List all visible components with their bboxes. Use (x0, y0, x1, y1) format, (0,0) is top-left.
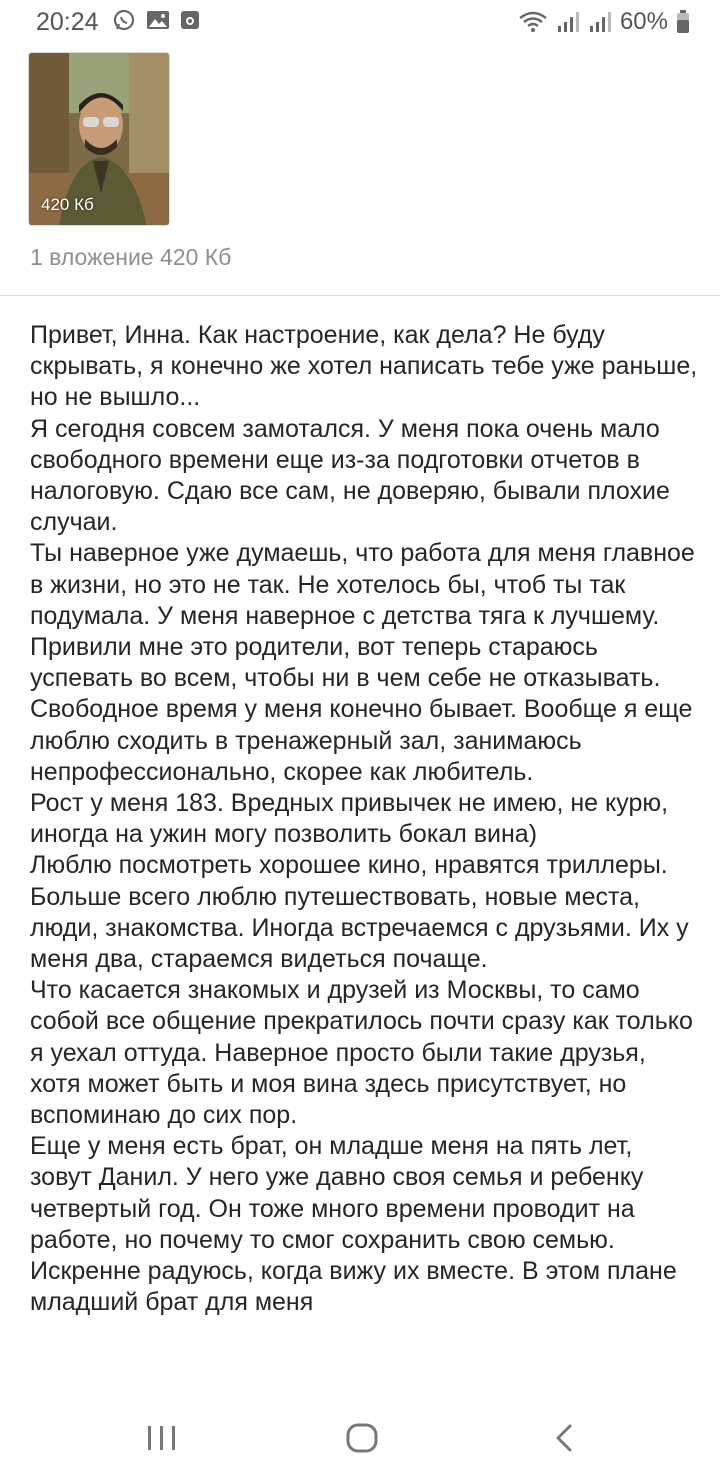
message-paragraph: Свободное время у меня конечно бывает. Вообще я еще люблю сходить в тренажерный зал, занимаюсь непрофессионально, скорее как любитель. (30, 695, 693, 786)
divider (0, 295, 720, 296)
back-icon[interactable] (546, 1418, 586, 1458)
battery-icon (676, 10, 690, 34)
status-bar (0, 0, 720, 44)
message-paragraph: Рост у меня 183. Вредных привычек не имею, не курю, иногда на ужин могу позволить бокал вина) (30, 789, 669, 849)
thumbnail-file-size: 420 Кб (41, 195, 94, 214)
navigation-bar (0, 1396, 720, 1480)
status-time: 20:24 (36, 8, 99, 36)
wifi-icon (518, 10, 548, 34)
home-icon[interactable] (342, 1418, 382, 1458)
message-paragraph: Что касается знакомых и друзей из Москвы, то само собой все общение прекратилось почти сразу как только я уехал оттуда. Наверное просто были такие друзья, хотя может быть и моя вина здесь присутствует, но вспоминаю до сих пор. (30, 976, 693, 1130)
camera-icon (180, 9, 200, 31)
gallery-icon (146, 9, 170, 31)
attachment-thumbnail[interactable] (28, 52, 170, 226)
message-paragraph: Ты наверное уже думаешь, что работа для меня главное в жизни, но это не так. Не хотелось бы, чтоб ты так подумала. У меня наверное с детства тяга к лучшему. Привили мне это родители, вот теперь стараюсь успевать во всем, чтобы ни в чем себе не отказывать. (30, 539, 695, 693)
message-paragraph: Люблю посмотреть хорошее кино, нравятся триллеры. Больше всего люблю путешествовать, новые места, люди, знакомства. Иногда встречаемся с друзьями. Их у меня два, стараемся видеться почаще. (30, 851, 689, 974)
attachment-summary: 1 вложение 420 Кб (30, 244, 232, 270)
message-body (30, 320, 700, 1394)
signal-icon (556, 10, 580, 34)
signal-icon (588, 10, 612, 34)
message-paragraph: Еще у меня есть брат, он младше меня на пять лет, зовут Данил. У него уже давно своя семья и ребенку четвертый год. Он тоже много времени проводит на работе, но почему то смог сохранить свою семью. Искренне радуюсь, когда вижу их вместе. В этом плане младший брат для меня (30, 1132, 677, 1317)
message-paragraph: Привет, Инна. Как настроение, как дела? Не буду скрывать, я конечно же хотел написать тебе уже раньше, но не вышло... (30, 321, 698, 412)
message-paragraph: Я сегодня совсем замотался. У меня пока очень мало свободного времени еще из-за подготовки отчетов в налоговую. Сдаю все сам, не доверяю, бывали плохие случаи. (30, 414, 670, 537)
battery-percent: 60% (619, 8, 668, 35)
recents-icon[interactable] (142, 1418, 182, 1458)
whatsapp-icon (112, 8, 136, 32)
